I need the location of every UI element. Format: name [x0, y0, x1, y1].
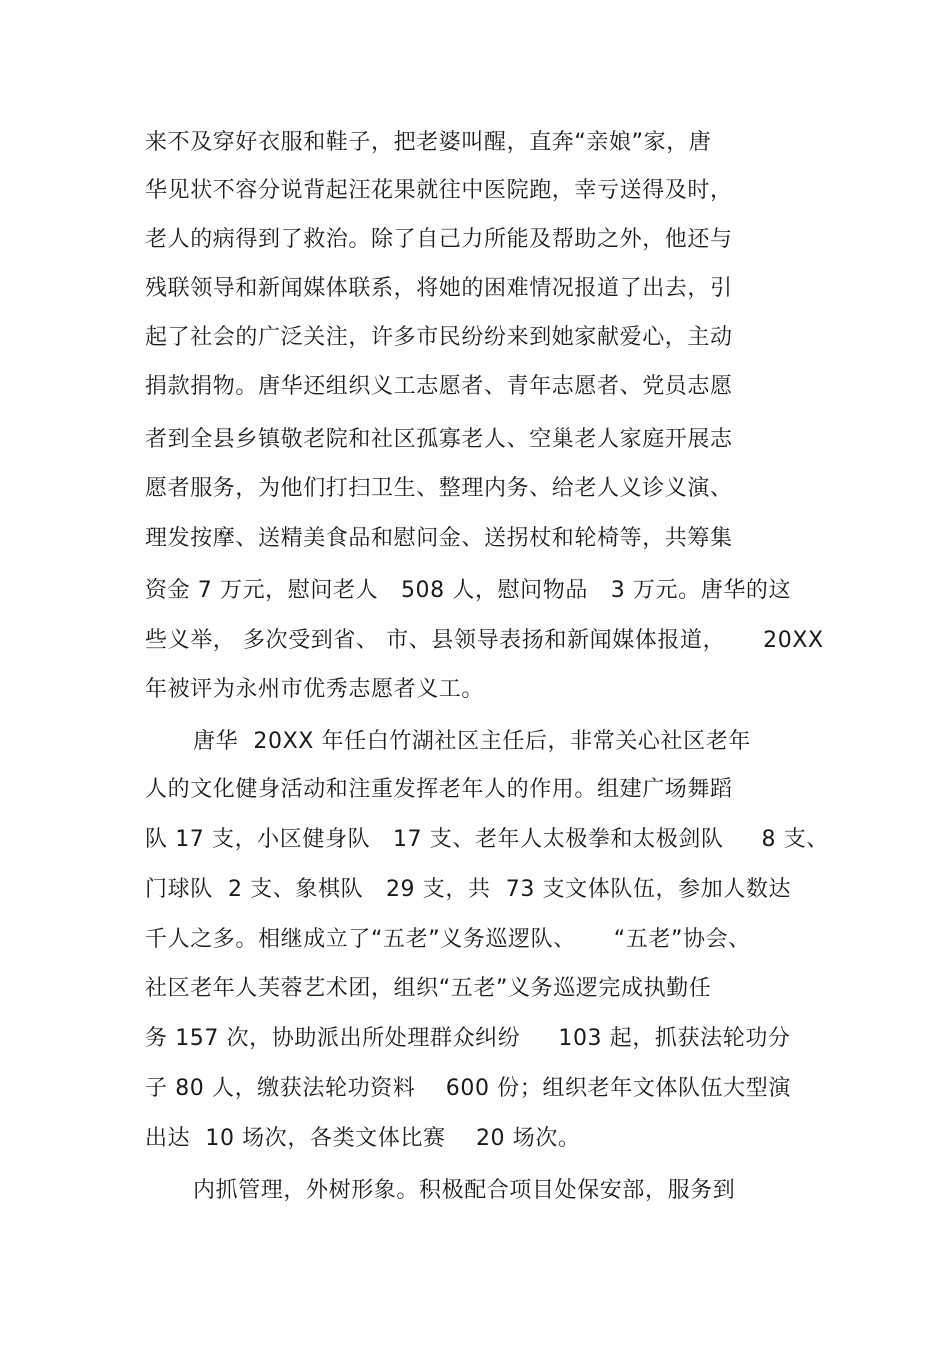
- paragraph-line: 华见状不容分说背起汪花果就往中医院跑，幸亏送得及时，: [145, 178, 733, 203]
- paragraph-line: 资金 7 万元，慰问老人 508 人，慰问物品 3 万元。唐华的这: [145, 578, 792, 603]
- paragraph-line: 残联领导和新闻媒体联系，将她的困难情况报道了出去，引: [145, 276, 733, 301]
- paragraph-line: 理发按摩、送精美食品和慰问金、送拐杖和轮椅等，共筹集: [145, 526, 733, 551]
- paragraph-line: 人的文化健身活动和注重发挥老年人的作用。组建广场舞蹈: [145, 777, 733, 802]
- paragraph-line: 千人之多。相继成立了“五老”义务巡逻队、 “五老”协会、: [145, 927, 751, 952]
- paragraph-line: 务 157 次，协助派出所处理群众纠纷 103 起，抓获法轮功分: [145, 1026, 791, 1051]
- paragraph-line: 出达 10 场次，各类文体比赛 20 场次。: [145, 1126, 581, 1151]
- paragraph-line: 捐款捐物。唐华还组织义工志愿者、青年志愿者、党员志愿: [145, 374, 733, 399]
- paragraph-line: 社区老年人芙蓉艺术团，组织“五老”义务巡逻完成执勤任: [145, 976, 712, 1001]
- paragraph-line: 来不及穿好衣服和鞋子，把老婆叫醒，直奔“亲娘”家，唐: [145, 130, 712, 155]
- paragraph-line: 者到全县乡镇敬老院和社区孤寡老人、空巢老人家庭开展志: [145, 427, 733, 452]
- paragraph-line: 老人的病得到了救治。除了自己力所能及帮助之外，他还与: [145, 227, 733, 252]
- paragraph-line: 门球队 2 支、象棋队 29 支，共 73 支文体队伍，参加人数达: [145, 877, 792, 902]
- paragraph-line: 愿者服务，为他们打扫卫生、整理内务、给老人义诊义演、: [145, 476, 733, 501]
- paragraph-line: 起了社会的广泛关注，许多市民纷纷来到她家献爱心，主动: [145, 325, 733, 350]
- paragraph-line: 子 80 人，缴获法轮功资料 600 份；组织老年文体队伍大型演: [145, 1076, 791, 1101]
- paragraph-line: 唐华 20XX 年任白竹湖社区主任后，非常关心社区老年: [193, 729, 751, 754]
- paragraph-line: 队 17 支，小区健身队 17 支、老年人太极拳和太极剑队 8 支、: [145, 827, 829, 852]
- paragraph-line: 内抓管理，外树形象。积极配合项目处保安部，服务到: [193, 1178, 736, 1203]
- paragraph-line: 些义举， 多次受到省、 市、县领导表扬和新闻媒体报道， 20XX: [145, 628, 824, 653]
- paragraph-line: 年被评为永州市优秀志愿者义工。: [145, 677, 485, 702]
